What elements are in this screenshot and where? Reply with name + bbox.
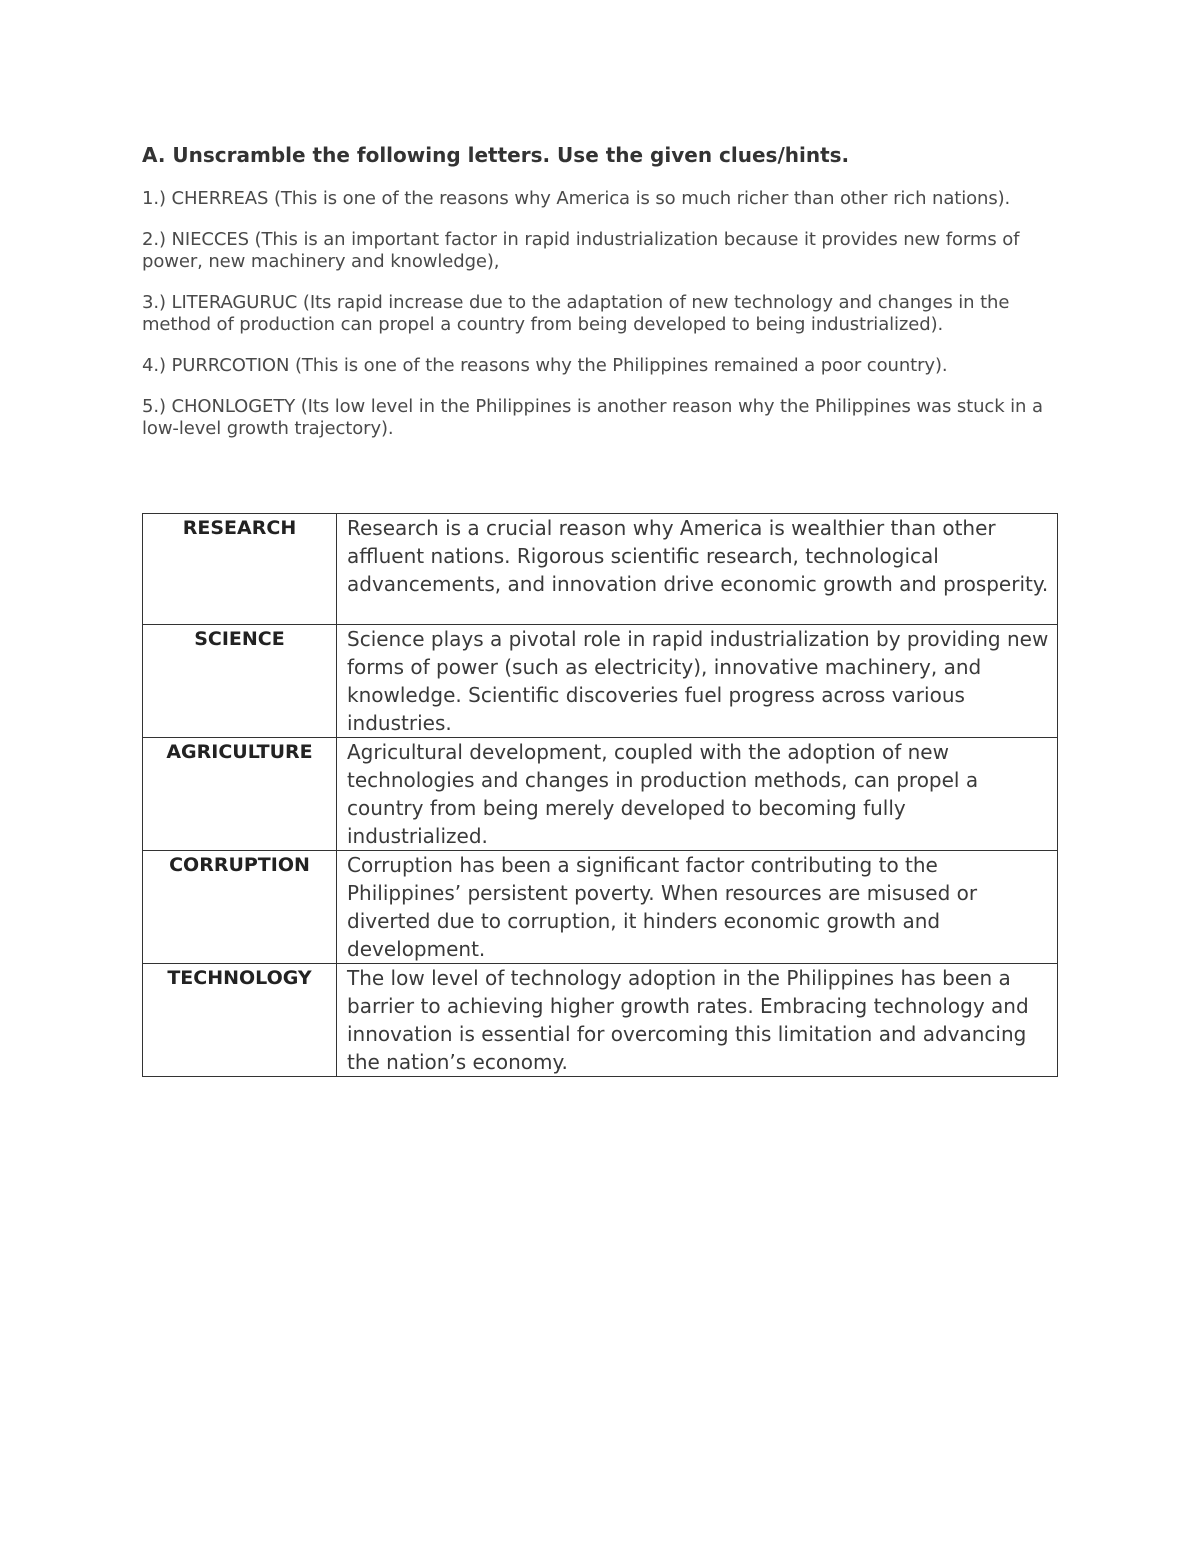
clue-item: 4.) PURRCOTION (This is one of the reasons why the Philippines remained a poor country). bbox=[142, 355, 948, 376]
answer-word: AGRICULTURE bbox=[166, 741, 313, 763]
answer-word: SCIENCE bbox=[194, 628, 285, 650]
clue-list bbox=[142, 188, 1057, 459]
table-row bbox=[143, 514, 1058, 625]
answer-description: Research is a crucial reason why America is wealthier than other affluent nations. Rigorous scientific research, technological advancements, and innovation drive economic growth and prosperity. bbox=[337, 514, 1058, 625]
answer-description: Corruption has been a significant factor contributing to the Philippines’ persistent poverty. When resources are misused or diverted due to corruption, it hinders economic growth and development. bbox=[337, 851, 1058, 964]
clue-item: 5.) CHONLOGETY (Its low level in the Philippines is another reason why the Philippines was stuck in a low-level growth trajectory). bbox=[142, 396, 1043, 439]
answer-description: Agricultural development, coupled with the adoption of new technologies and changes in production methods, can propel a country from being merely developed to becoming fully industrialized. bbox=[337, 738, 1058, 851]
table-row bbox=[143, 738, 1058, 851]
answer-word-cell bbox=[143, 851, 337, 964]
answer-word: RESEARCH bbox=[182, 517, 297, 539]
answer-description: Science plays a pivotal role in rapid industrialization by providing new forms of power (such as electricity), innovative machinery, and knowledge. Scientific discoveries fuel progress across various industries. bbox=[337, 625, 1058, 738]
section-heading: A. Unscramble the following letters. Use the given clues/hints. bbox=[142, 143, 850, 167]
table-row bbox=[143, 851, 1058, 964]
answer-word: TECHNOLOGY bbox=[167, 967, 312, 989]
clue-item: 2.) NIECCES (This is an important factor in rapid industrialization because it provides new forms of power, new machinery and knowledge), bbox=[142, 229, 1020, 272]
answer-table bbox=[142, 513, 1058, 1077]
table-row bbox=[143, 964, 1058, 1077]
clue-item: 1.) CHERREAS (This is one of the reasons why America is so much richer than other rich nations). bbox=[142, 188, 1011, 209]
answer-word-cell bbox=[143, 738, 337, 851]
answer-word: CORRUPTION bbox=[169, 854, 310, 876]
answer-word-cell bbox=[143, 625, 337, 738]
table-row bbox=[143, 625, 1058, 738]
answer-word-cell bbox=[143, 964, 337, 1077]
clue-item: 3.) LITERAGURUC (Its rapid increase due to the adaptation of new technology and changes in the method of production can propel a country from being developed to being industrialized). bbox=[142, 292, 1010, 335]
answer-word-cell bbox=[143, 514, 337, 625]
answer-description: The low level of technology adoption in the Philippines has been a barrier to achieving higher growth rates. Embracing technology and innovation is essential for overcoming this limitation and advancing the nation’s economy. bbox=[337, 964, 1058, 1077]
